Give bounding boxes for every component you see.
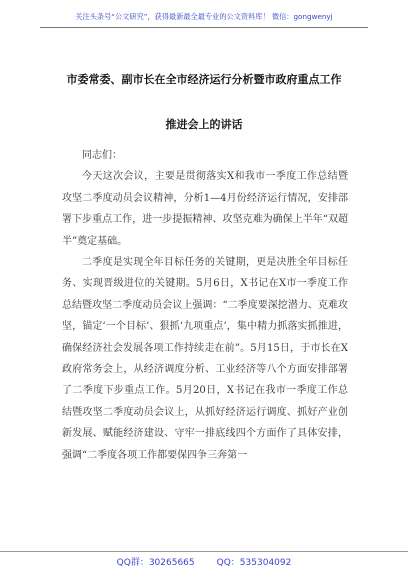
header-divider bbox=[40, 27, 368, 28]
salutation: 同志们： bbox=[82, 150, 122, 161]
paragraph: 二季度是实现全年目标任务的关键期，更是决胜全年目标任务、实现晋级进位的关键期。5月6日，X书记在X市一季度工作总结暨攻坚二季度动员会议上强调：“二季度要深挖潜力、克难攻坚，锚定‘一个目标’、狠抓‘九项重点’，集中精力抓落实抓推进，确保经济社会发展各项工作持续走在前”。5月15日，于市长在X政府常务会上，从经济调度分析、工业经济等八个方面安排部署了二季度下步重点工作。5月20日，X书记在我市一季度工作总结暨攻坚二季度动员会议上，从抓好经济运行调度、抓好产业创新发展、赋能经济建设、守牢一排底线四个方面作了具体安排，强调“二季度各项工作都要保四争三奔第一 bbox=[62, 257, 348, 461]
footer-divider bbox=[0, 551, 408, 552]
footer-qq: QQ：535304092 bbox=[216, 558, 292, 568]
footer-qq-group: QQ群：30265665 bbox=[116, 558, 195, 568]
paragraph: 今天这次会议，主要是贯彻落实X和我市一季度工作总结暨攻坚二季度动员会议精神，分析1—4月份经济运行情况，安排部署下步重点工作，进一步提振精神、攻坚克难为确保上半年“双超半”奠定基础。 bbox=[62, 171, 348, 247]
footer bbox=[0, 555, 408, 568]
document-title-line1: 市委常委、副市长在全市经济运行分析暨市政府重点工作 bbox=[66, 73, 342, 86]
document-title-line2: 推进会上的讲话 bbox=[165, 118, 243, 131]
header-note: 关注头条号“公文研究”，获得最新最全最专业的公文资料库！ 微信：gongwenyj bbox=[75, 12, 333, 21]
document-body bbox=[62, 145, 348, 466]
